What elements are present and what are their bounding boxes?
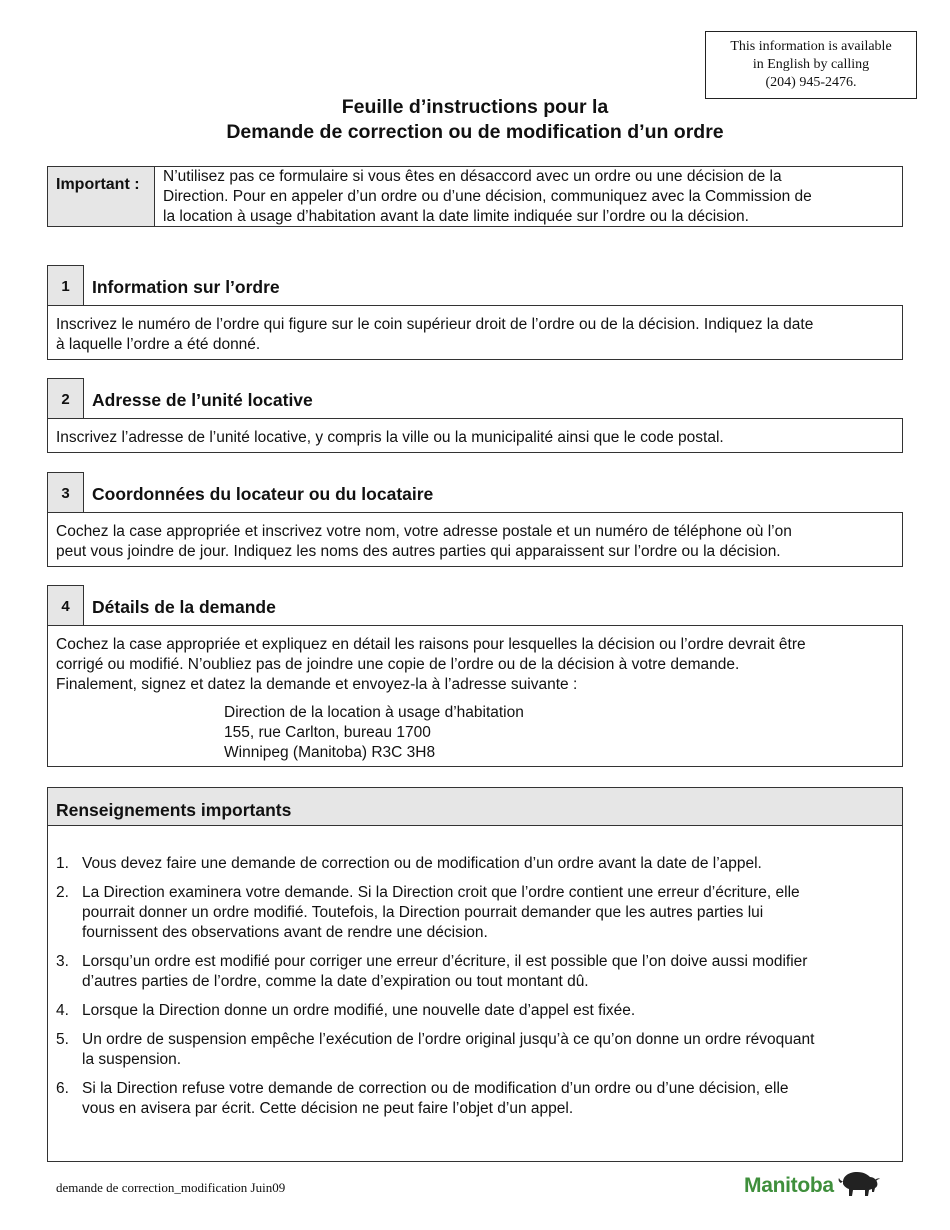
section-title: Adresse de l’unité locative: [92, 390, 313, 410]
important-text: [155, 167, 818, 226]
list-item-number: 1.: [56, 855, 69, 872]
list-item-line: vous en avisera par écrit. Cette décision ne peut faire l’objet d’un appel.: [82, 1100, 574, 1117]
english-notice-line: in English by calling: [752, 57, 870, 72]
list-item-line: d’autres parties de l’ordre, comme la date d’expiration ou tout montant dû.: [82, 973, 589, 990]
list-item-line: Un ordre de suspension empêche l’exécution de l’ordre original jusqu’à ce qu’on donne un ordre révoquant: [82, 1031, 815, 1048]
list-item-line: Lorsqu’un ordre est modifié pour corriger une erreur d’écriture, il est possible que l’on doive aussi modifier: [82, 953, 808, 970]
page-title-line1: Feuille d’instructions pour la: [341, 96, 609, 118]
list-item: [56, 854, 892, 874]
section-body: [47, 625, 903, 767]
section-line: Inscrivez le numéro de l’ordre qui figure sur le coin supérieur droit de l’ordre ou de la décision. Indiquez la date: [56, 316, 814, 333]
list-item-number: 5.: [56, 1031, 69, 1048]
mailing-address: [224, 703, 894, 763]
section-title: Coordonnées du locateur ou du locataire: [92, 484, 434, 504]
section-line: Cochez la case appropriée et inscrivez votre nom, votre adresse postale et un numéro de téléphone où l’on: [56, 523, 792, 540]
section-number: 1: [47, 265, 84, 305]
list-item: [56, 1001, 892, 1021]
english-notice-line: This information is available: [730, 39, 892, 54]
list-item-line: La Direction examinera votre demande. Si la Direction croit que l’ordre contient une erreur d’écriture, elle: [82, 884, 800, 901]
section-title: Information sur l’ordre: [92, 277, 280, 297]
important-line: la location à usage d’habitation avant la date limite indiquée sur l’ordre ou la décision.: [163, 208, 749, 225]
section-number: 4: [47, 585, 84, 625]
english-notice-box: [705, 31, 917, 99]
list-item: [56, 1079, 892, 1119]
list-item-line: Si la Direction refuse votre demande de correction ou de modification d’un ordre ou d’une décision, elle: [82, 1080, 789, 1097]
list-item: [56, 952, 892, 992]
manitoba-logo: [744, 1168, 881, 1204]
section-line: Finalement, signez et datez la demande et envoyez-la à l’adresse suivante :: [56, 676, 578, 693]
list-item-line: Vous devez faire une demande de correction ou de modification d’un ordre avant la date de l’appel.: [82, 855, 762, 872]
section-order-info: [47, 265, 903, 360]
english-notice-line: (204) 945-2476.: [765, 75, 857, 90]
section-body: [47, 512, 903, 567]
list-item-line: pourrait donner un ordre modifié. Toutefois, la Direction pourrait demander que les autres parties lui: [82, 904, 764, 921]
list-item-line: Lorsque la Direction donne un ordre modifié, une nouvelle date d’appel est fixée.: [82, 1002, 636, 1019]
section-line: peut vous joindre de jour. Indiquez les noms des autres parties qui apparaissent sur l’ordre ou la décision.: [56, 543, 781, 560]
section-line: Cochez la case appropriée et expliquez en détail les raisons pour lesquelles la décision ou l’ordre devrait être: [56, 636, 806, 653]
list-item-number: 2.: [56, 884, 69, 901]
section-contact-info: [47, 472, 903, 567]
section-rental-address: [47, 378, 903, 453]
important-line: N’utilisez pas ce formulaire si vous êtes en désaccord avec un ordre ou une décision de la: [163, 168, 782, 185]
address-line: Direction de la location à usage d’habitation: [224, 704, 524, 721]
section-number: 3: [47, 472, 84, 512]
section-line: corrigé ou modifié. N’oubliez pas de joindre une copie de l’ordre ou de la décision à votre demande.: [56, 656, 740, 673]
important-information-box: [47, 787, 903, 1162]
section-title: Détails de la demande: [92, 597, 276, 617]
list-item-number: 6.: [56, 1080, 69, 1097]
important-notice: [47, 166, 903, 227]
important-information-list: [48, 826, 902, 1119]
section-body: [47, 418, 903, 453]
section-line: à laquelle l’ordre a été donné.: [56, 336, 261, 353]
address-line: 155, rue Carlton, bureau 1700: [224, 724, 431, 741]
form-code: demande de correction_modification Juin09: [56, 1180, 286, 1195]
page-title: [0, 95, 950, 145]
important-label: Important :: [48, 167, 155, 226]
bison-icon: [837, 1168, 881, 1205]
logo-text: Manitoba: [744, 1174, 834, 1197]
list-item-number: 3.: [56, 953, 69, 970]
address-line: Winnipeg (Manitoba) R3C 3H8: [224, 744, 436, 761]
list-item-line: fournissent des observations avant de rendre une décision.: [82, 924, 488, 941]
list-item: [56, 1030, 892, 1070]
important-line: Direction. Pour en appeler d’un ordre ou d’une décision, communiquez avec la Commission de: [163, 188, 812, 205]
list-item-number: 4.: [56, 1002, 69, 1019]
section-number: 2: [47, 378, 84, 418]
list-item: [56, 883, 892, 943]
section-body: [47, 305, 903, 360]
section-request-details: [47, 585, 903, 767]
section-line: Inscrivez l’adresse de l’unité locative, y compris la ville ou la municipalité ainsi que le code postal.: [56, 429, 724, 446]
important-information-title: Renseignements importants: [48, 788, 902, 826]
page-title-line2: Demande de correction ou de modification d’un ordre: [226, 121, 724, 143]
list-item-line: la suspension.: [82, 1051, 182, 1068]
